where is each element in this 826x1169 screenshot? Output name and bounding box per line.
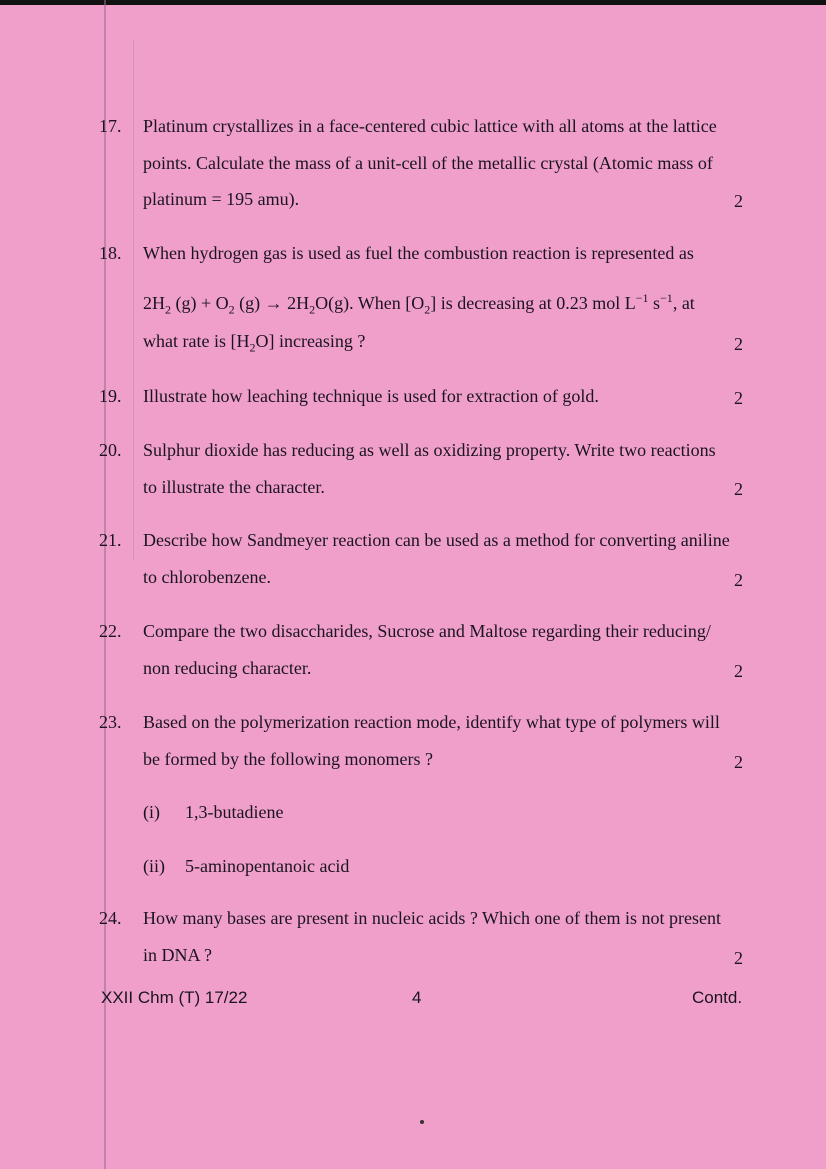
eq-subscript: 2 <box>249 340 256 355</box>
eq-text: what rate is [H <box>143 331 250 351</box>
question-text-line: Platinum crystallizes in a face-centered cubic lattice with all atoms at the lattice <box>143 116 717 136</box>
marks: 2 <box>734 388 743 408</box>
eq-text: ] is decreasing at 0.23 mol L <box>430 293 636 313</box>
question-text-line: be formed by the following monomers ? <box>143 749 433 769</box>
marks: 2 <box>734 948 743 968</box>
eq-text: (g) + O <box>171 293 229 313</box>
eq-text: O(g). When [O <box>315 293 425 313</box>
paper-code: XXII Chm (T) 17/22 <box>101 988 248 1007</box>
eq-text: (g) → 2H <box>234 293 310 313</box>
question-text-line: to chlorobenzene. <box>143 567 271 587</box>
question-text-line: Compare the two disaccharides, Sucrose and Maltose regarding their reducing/ <box>143 621 711 641</box>
question-number: 23. <box>99 712 122 732</box>
question-number: 22. <box>99 621 122 641</box>
question-text-line: Based on the polymerization reaction mode, identify what type of polymers will <box>143 712 720 732</box>
sub-item-label: (i) <box>143 802 160 822</box>
margin-line-secondary <box>133 40 134 560</box>
question-text-line: Illustrate how leaching technique is used for extraction of gold. <box>143 386 599 406</box>
marks: 2 <box>734 752 743 772</box>
eq-subscript: 2 <box>228 302 235 317</box>
question-number: 20. <box>99 440 122 460</box>
question-text-line: platinum = 195 amu). <box>143 189 300 209</box>
sub-item <box>143 802 283 823</box>
question-number: 18. <box>99 243 122 263</box>
eq-subscript: 2 <box>165 302 171 317</box>
marks: 2 <box>734 191 743 211</box>
marks: 2 <box>734 334 743 354</box>
marks: 2 <box>734 479 743 499</box>
question-text-line: to illustrate the character. <box>143 477 325 497</box>
ink-speck <box>420 1120 424 1124</box>
eq-text: O] increasing ? <box>255 331 366 351</box>
reaction-equation-line <box>143 291 695 318</box>
question-text-line: When hydrogen gas is used as fuel the combustion reaction is represented as <box>143 243 694 263</box>
sub-item-text: 1,3-butadiene <box>185 802 284 822</box>
question-text-line: points. Calculate the mass of a unit-cell of the metallic crystal (Atomic mass of <box>143 153 713 173</box>
eq-text: s <box>648 293 661 313</box>
question-text-line: in DNA ? <box>143 945 212 965</box>
question-text-line <box>143 331 365 356</box>
sub-item-label: (ii) <box>143 856 165 876</box>
marks: 2 <box>734 661 743 681</box>
eq-subscript: 2 <box>424 302 431 317</box>
question-number: 19. <box>99 386 122 406</box>
question-text-line: non reducing character. <box>143 658 312 678</box>
question-number: 24. <box>99 908 122 928</box>
sub-item <box>143 856 349 877</box>
question-number: 17. <box>99 116 122 136</box>
continued-label: Contd. <box>692 988 743 1007</box>
marks: 2 <box>734 570 743 590</box>
eq-text: 2H <box>143 293 165 313</box>
top-border <box>0 0 826 5</box>
question-text-line: Describe how Sandmeyer reaction can be used as a method for converting aniline <box>143 530 730 550</box>
eq-superscript: −1 <box>660 291 673 305</box>
eq-subscript: 2 <box>309 302 316 317</box>
question-text-line: How many bases are present in nucleic acids ? Which one of them is not present <box>143 908 721 928</box>
question-number: 21. <box>99 530 122 550</box>
sub-item-text: 5-aminopentanoic acid <box>185 856 350 876</box>
eq-text: , at <box>672 293 695 313</box>
question-text-line: Sulphur dioxide has reducing as well as oxidizing property. Write two reactions <box>143 440 716 460</box>
eq-superscript: −1 <box>635 291 649 305</box>
page-number: 4 <box>412 988 422 1007</box>
